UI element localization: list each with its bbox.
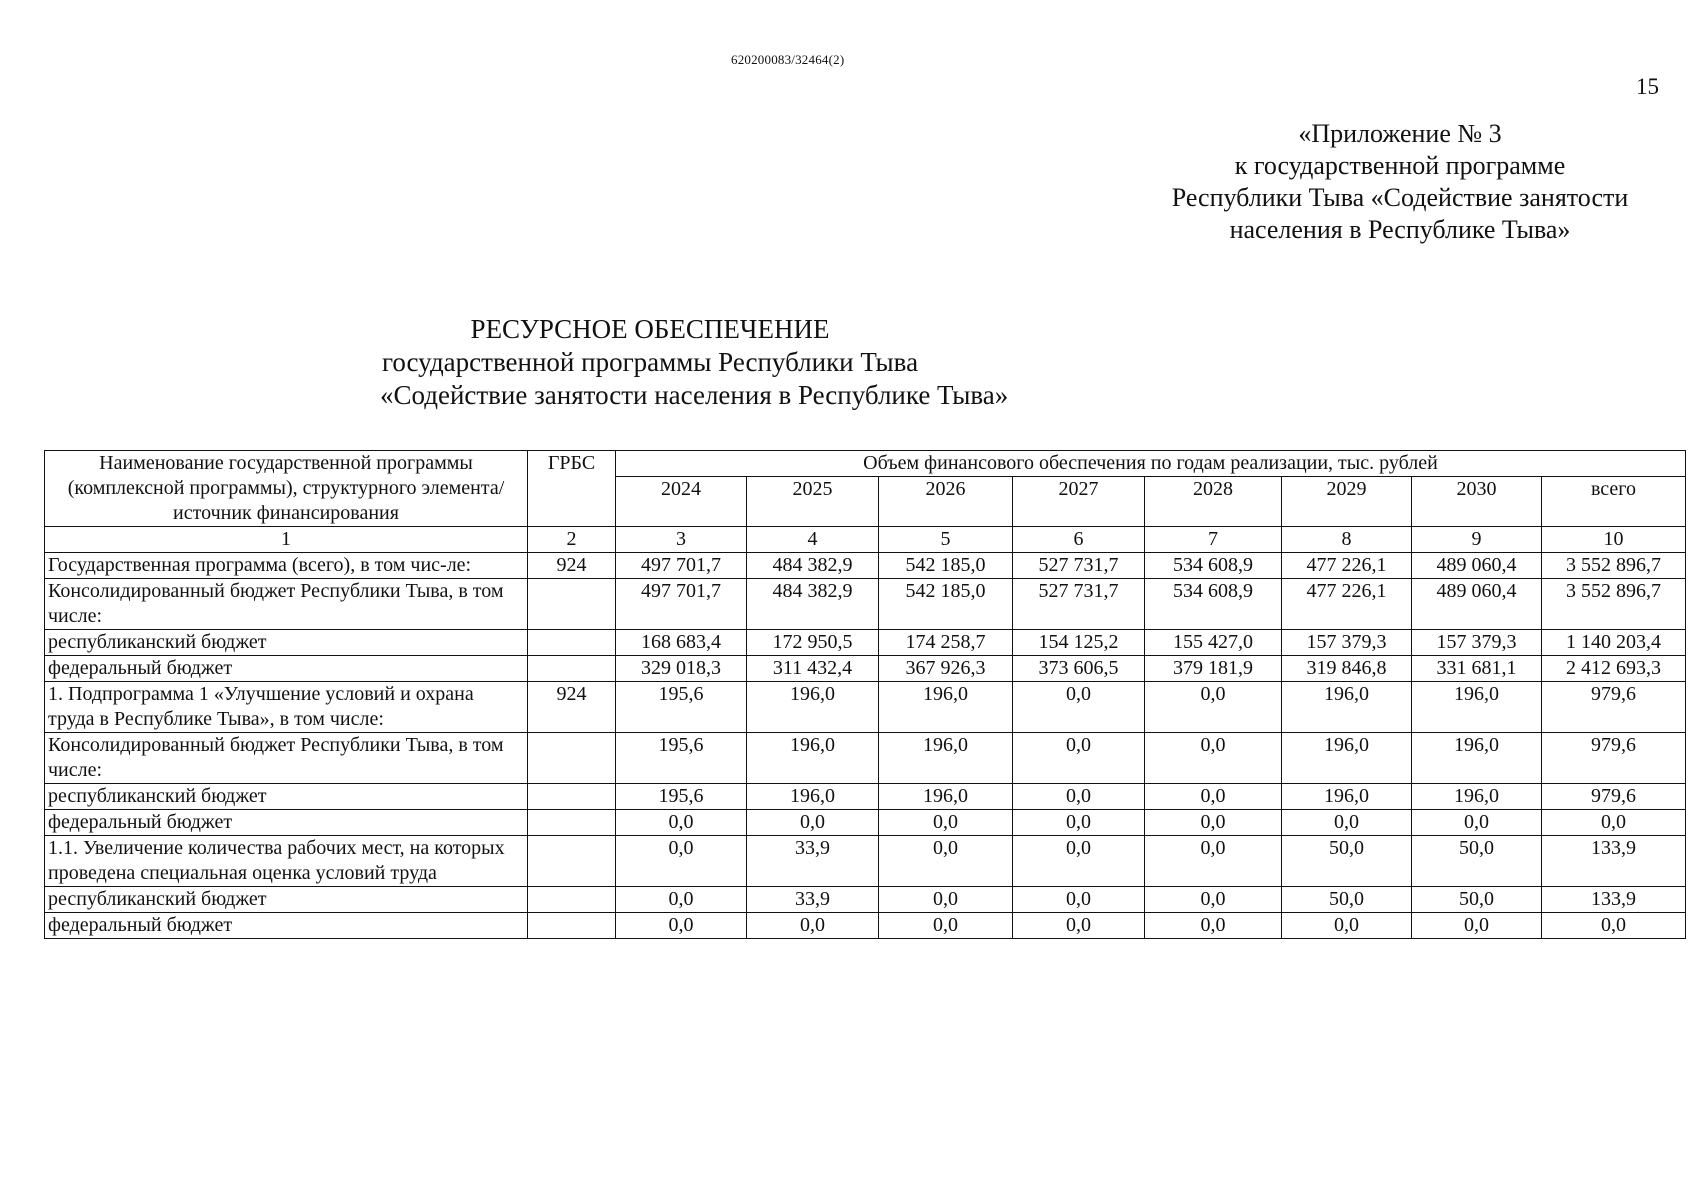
- row-year-value: 157 379,3: [1282, 630, 1412, 656]
- row-year-value: 0,0: [1282, 913, 1412, 939]
- row-year-value: 196,0: [879, 784, 1013, 810]
- row-total-value: 0,0: [1542, 913, 1686, 939]
- row-year-value: 195,6: [616, 682, 747, 733]
- row-year-value: 367 926,3: [879, 656, 1013, 682]
- row-grbs: 924: [528, 682, 616, 733]
- row-year-value: 0,0: [747, 810, 879, 836]
- table-header-row: [45, 451, 1686, 477]
- row-year-value: 50,0: [1282, 836, 1412, 887]
- row-year-value: 373 606,5: [1013, 656, 1145, 682]
- row-year-value: 155 427,0: [1145, 630, 1282, 656]
- row-grbs: [528, 579, 616, 630]
- row-year-value: 0,0: [1282, 810, 1412, 836]
- row-year-value: 196,0: [1282, 733, 1412, 784]
- row-year-value: 196,0: [747, 784, 879, 810]
- row-grbs: [528, 836, 616, 887]
- row-year-value: 0,0: [1145, 836, 1282, 887]
- row-name: федеральный бюджет: [45, 810, 528, 836]
- column-number: 9: [1412, 527, 1542, 553]
- row-year-value: 542 185,0: [879, 553, 1013, 579]
- row-year-value: 33,9: [747, 836, 879, 887]
- row-year-value: 497 701,7: [616, 579, 747, 630]
- row-year-value: 329 018,3: [616, 656, 747, 682]
- column-number: 5: [879, 527, 1013, 553]
- row-grbs: [528, 656, 616, 682]
- document-title: [380, 313, 1009, 412]
- row-year-value: 0,0: [747, 913, 879, 939]
- resource-table: [44, 450, 1686, 939]
- row-year-value: 0,0: [879, 836, 1013, 887]
- row-year-value: 527 731,7: [1013, 553, 1145, 579]
- appendix-line: населения в Республике Тыва»: [1229, 215, 1571, 244]
- row-year-value: 196,0: [879, 682, 1013, 733]
- row-total-value: 3 552 896,7: [1542, 553, 1686, 579]
- column-number: 10: [1542, 527, 1686, 553]
- row-year-value: 0,0: [1013, 887, 1145, 913]
- row-total-value: 979,6: [1542, 784, 1686, 810]
- row-year-value: 0,0: [616, 810, 747, 836]
- row-year-value: 379 181,9: [1145, 656, 1282, 682]
- year-header: 2030: [1412, 477, 1542, 527]
- row-name: Консолидированный бюджет Республики Тыва, в том числе:: [45, 579, 528, 630]
- row-name: федеральный бюджет: [45, 656, 528, 682]
- row-grbs: [528, 810, 616, 836]
- row-year-value: 0,0: [1013, 784, 1145, 810]
- row-year-value: 0,0: [1412, 913, 1542, 939]
- column-number: 6: [1013, 527, 1145, 553]
- row-year-value: 196,0: [879, 733, 1013, 784]
- row-year-value: 489 060,4: [1412, 579, 1542, 630]
- name-column-header: Наименование государственной программы (комплексной программы), структурного элемента/источник финансирования: [45, 451, 528, 527]
- table-row: [45, 913, 1686, 939]
- row-year-value: 527 731,7: [1013, 579, 1145, 630]
- table-body: [45, 553, 1686, 939]
- row-year-value: 489 060,4: [1412, 553, 1542, 579]
- row-year-value: 497 701,7: [616, 553, 747, 579]
- volume-header: Объем финансового обеспечения по годам реализации, тыс. рублей: [616, 451, 1686, 477]
- column-number: 7: [1145, 527, 1282, 553]
- year-header: 2025: [747, 477, 879, 527]
- row-year-value: 0,0: [1145, 733, 1282, 784]
- appendix-line: Республики Тыва «Содействие занятости: [1171, 183, 1629, 212]
- row-year-value: 174 258,7: [879, 630, 1013, 656]
- row-year-value: 196,0: [1282, 682, 1412, 733]
- row-year-value: 196,0: [1412, 682, 1542, 733]
- table-row: [45, 682, 1686, 733]
- year-header: 2028: [1145, 477, 1282, 527]
- year-header: 2026: [879, 477, 1013, 527]
- table-row: [45, 784, 1686, 810]
- row-year-value: 0,0: [1145, 784, 1282, 810]
- row-year-value: 0,0: [1013, 733, 1145, 784]
- row-year-value: 196,0: [1412, 733, 1542, 784]
- row-year-value: 484 382,9: [747, 553, 879, 579]
- column-number: 1: [45, 527, 528, 553]
- row-year-value: 534 608,9: [1145, 553, 1282, 579]
- row-total-value: 979,6: [1542, 682, 1686, 733]
- table-row: [45, 579, 1686, 630]
- row-total-value: 979,6: [1542, 733, 1686, 784]
- row-name: республиканский бюджет: [45, 784, 528, 810]
- year-header: 2027: [1013, 477, 1145, 527]
- table-row: [45, 656, 1686, 682]
- row-year-value: 154 125,2: [1013, 630, 1145, 656]
- row-year-value: 0,0: [1145, 810, 1282, 836]
- row-grbs: [528, 784, 616, 810]
- year-header: 2024: [616, 477, 747, 527]
- row-name: Консолидированный бюджет Республики Тыва, в том числе:: [45, 733, 528, 784]
- row-grbs: [528, 630, 616, 656]
- appendix-line: к государственной программе: [1234, 151, 1566, 180]
- row-name: Государственная программа (всего), в том чис-ле:: [45, 553, 528, 579]
- row-total-value: 133,9: [1542, 836, 1686, 887]
- row-year-value: 50,0: [1282, 887, 1412, 913]
- row-year-value: 0,0: [616, 887, 747, 913]
- row-year-value: 0,0: [879, 913, 1013, 939]
- title-line: РЕСУРСНОЕ ОБЕСПЕЧЕНИЕ: [470, 314, 830, 344]
- table-row: [45, 553, 1686, 579]
- row-year-value: 0,0: [879, 810, 1013, 836]
- column-number: 8: [1282, 527, 1412, 553]
- table-row: [45, 630, 1686, 656]
- title-line: «Содействие занятости населения в Республике Тыва»: [380, 380, 1009, 410]
- row-year-value: 0,0: [1412, 810, 1542, 836]
- row-year-value: 0,0: [1013, 810, 1145, 836]
- column-number-row: [45, 527, 1686, 553]
- row-name: 1. Подпрограмма 1 «Улучшение условий и охрана труда в Республике Тыва», в том числе:: [45, 682, 528, 733]
- row-year-value: 0,0: [1145, 682, 1282, 733]
- row-year-value: 196,0: [747, 733, 879, 784]
- total-header: всего: [1542, 477, 1686, 527]
- row-year-value: 0,0: [1013, 913, 1145, 939]
- row-name: федеральный бюджет: [45, 913, 528, 939]
- appendix-note: [1120, 118, 1680, 246]
- row-total-value: 3 552 896,7: [1542, 579, 1686, 630]
- row-year-value: 50,0: [1412, 836, 1542, 887]
- title-line: государственной программы Республики Тыва: [381, 347, 919, 377]
- row-year-value: 168 683,4: [616, 630, 747, 656]
- row-year-value: 542 185,0: [879, 579, 1013, 630]
- row-total-value: 1 140 203,4: [1542, 630, 1686, 656]
- row-year-value: 0,0: [1145, 913, 1282, 939]
- row-year-value: 319 846,8: [1282, 656, 1412, 682]
- row-year-value: 195,6: [616, 733, 747, 784]
- table-row: [45, 887, 1686, 913]
- row-year-value: 196,0: [1412, 784, 1542, 810]
- row-year-value: 196,0: [747, 682, 879, 733]
- row-year-value: 311 432,4: [747, 656, 879, 682]
- row-year-value: 33,9: [747, 887, 879, 913]
- row-year-value: 331 681,1: [1412, 656, 1542, 682]
- appendix-line: «Приложение № 3: [1298, 119, 1502, 148]
- row-name: республиканский бюджет: [45, 887, 528, 913]
- page-number: 15: [1636, 74, 1659, 99]
- column-number: 4: [747, 527, 879, 553]
- grbs-column-header: ГРБС: [528, 451, 616, 527]
- row-total-value: 133,9: [1542, 887, 1686, 913]
- row-grbs: [528, 733, 616, 784]
- row-year-value: 0,0: [1145, 887, 1282, 913]
- year-header: 2029: [1282, 477, 1412, 527]
- row-year-value: 157 379,3: [1412, 630, 1542, 656]
- table-row: [45, 836, 1686, 887]
- column-number: 3: [616, 527, 747, 553]
- row-name: республиканский бюджет: [45, 630, 528, 656]
- row-grbs: [528, 887, 616, 913]
- row-name: 1.1. Увеличение количества рабочих мест, на которых проведена специальная оценка условий труда: [45, 836, 528, 887]
- row-year-value: 0,0: [1013, 682, 1145, 733]
- row-year-value: 0,0: [616, 913, 747, 939]
- row-year-value: 195,6: [616, 784, 747, 810]
- row-year-value: 477 226,1: [1282, 553, 1412, 579]
- row-year-value: 477 226,1: [1282, 579, 1412, 630]
- row-year-value: 196,0: [1282, 784, 1412, 810]
- table-row: [45, 733, 1686, 784]
- column-number: 2: [528, 527, 616, 553]
- row-total-value: 2 412 693,3: [1542, 656, 1686, 682]
- row-grbs: [528, 913, 616, 939]
- row-year-value: 534 608,9: [1145, 579, 1282, 630]
- row-year-value: 50,0: [1412, 887, 1542, 913]
- row-total-value: 0,0: [1542, 810, 1686, 836]
- document-id: 620200083/32464(2): [731, 52, 845, 67]
- row-year-value: 0,0: [1013, 836, 1145, 887]
- row-year-value: 0,0: [879, 887, 1013, 913]
- row-grbs: 924: [528, 553, 616, 579]
- row-year-value: 0,0: [616, 836, 747, 887]
- row-year-value: 172 950,5: [747, 630, 879, 656]
- row-year-value: 484 382,9: [747, 579, 879, 630]
- table-row: [45, 810, 1686, 836]
